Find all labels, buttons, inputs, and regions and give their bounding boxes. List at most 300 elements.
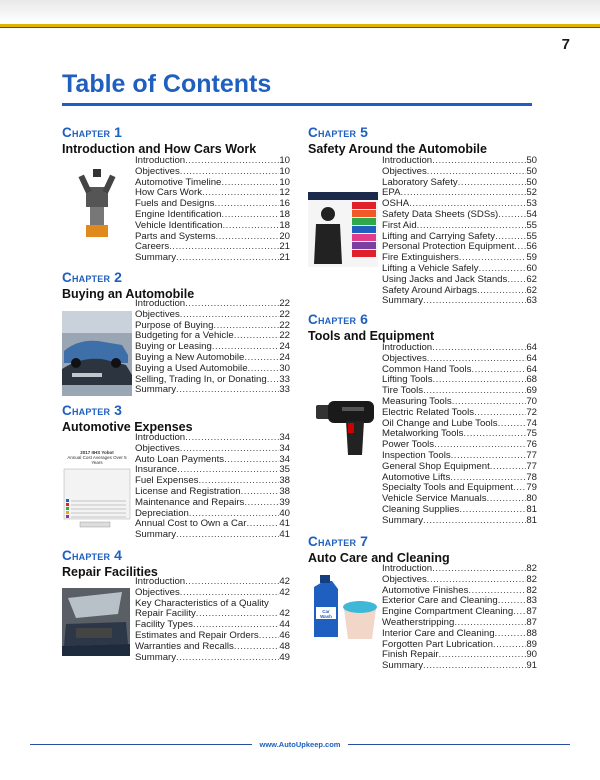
toc-leader-dots (423, 661, 526, 672)
toc-entry-title: Automotive Lifts (382, 471, 451, 483)
intake (93, 169, 101, 177)
toc-entry-page: 82 (526, 584, 537, 596)
toc-entry-title: Fire Extinguishers (382, 252, 459, 264)
wheel (111, 358, 121, 368)
toc-entry-title: Introduction (135, 576, 186, 587)
toc-entry-page: 22 (279, 298, 290, 309)
cost-table-rows (62, 465, 132, 533)
toc-entry-title: Summary (135, 651, 177, 663)
toc-leader-dots (176, 530, 279, 541)
toc-entry[interactable] (135, 385, 290, 396)
toc-entry-title: Maintenance and Repairs (135, 496, 245, 508)
wrench-trigger (348, 423, 354, 433)
toc-entry[interactable] (382, 354, 537, 365)
toc-leader-dots (180, 444, 280, 455)
chapter-label (308, 125, 487, 140)
toc-entry-title: Facility Types (135, 619, 193, 631)
chapter-title: Automotive Expenses (62, 420, 193, 434)
row-swatch (66, 507, 69, 510)
chapter-2-heading (62, 270, 194, 301)
chapter-word: Chapter (308, 125, 357, 140)
toc-entry-title: Exterior Care and Cleaning (382, 595, 498, 607)
toc-entry-page: 81 (526, 514, 537, 526)
toc-entry-page: 55 (526, 219, 537, 231)
toc-entry-page: 30 (279, 362, 290, 374)
toc-entry-page: 80 (526, 493, 537, 505)
toc-leader-dots (432, 343, 526, 354)
toc-entry-page: 54 (526, 208, 537, 220)
toc-entry-title: Automotive Timeline (135, 176, 222, 188)
toc-entry-title: Fuel Expenses (135, 475, 199, 487)
toc-entry[interactable] (135, 530, 290, 541)
toc-entry-page: 79 (526, 482, 537, 494)
toc-entry-page: 64 (526, 342, 537, 353)
chapter-title: Buying an Automobile (62, 287, 195, 301)
toc-entry-page: 82 (526, 573, 537, 585)
toc-leader-dots (248, 364, 280, 375)
toc-entry-title: Parts and Systems (135, 230, 216, 242)
toc-leader-dots (180, 588, 280, 599)
toc-entry-title: Objectives (135, 308, 180, 320)
toc-entry-page: 68 (526, 374, 537, 386)
toc-leader-dots (514, 242, 526, 253)
chapter-title: Repair Facilities (62, 565, 158, 579)
toc-entry-title: Lifting a Vehicle Safely (382, 262, 479, 274)
toc-entry[interactable] (135, 588, 290, 599)
chapter-number: 1 (114, 124, 123, 140)
toc-entry-title: General Shop Equipment (382, 460, 490, 472)
poster-band-green (352, 218, 376, 225)
bottle-cap (320, 575, 330, 583)
chapter-3-entries (135, 433, 290, 541)
toc-entry-title: Summary (135, 384, 177, 396)
toc-leader-dots (267, 375, 280, 386)
toc-entry-page: 91 (526, 660, 537, 672)
toc-entry-title: First Aid (382, 219, 417, 231)
header-blue-rule (0, 27, 600, 28)
toc-leader-dots (487, 494, 527, 505)
chapter-word: Chapter (62, 270, 111, 285)
chapter-1-heading (62, 125, 256, 156)
toc-leader-dots (400, 188, 526, 199)
figure-body (314, 224, 342, 264)
title-underline (62, 103, 532, 106)
toc-entry[interactable] (382, 296, 537, 307)
toc-entry-title: Introduction (382, 155, 433, 166)
toc-entry-title: Laboratory Safety (382, 176, 458, 188)
chapter-label (62, 403, 193, 418)
toc-entry-title: Budgeting for a Vehicle (135, 330, 234, 342)
toc-entry-page: 64 (526, 363, 537, 375)
toc-entry-page: 77 (526, 460, 537, 472)
toc-entry-title: Objectives (382, 352, 427, 364)
chapter-label (62, 125, 256, 140)
toc-entry[interactable] (135, 364, 290, 375)
toc-leader-dots (214, 199, 279, 210)
toc-entry-title: Introduction (135, 155, 186, 166)
toc-entry-title: Annual Cost to Own a Car (135, 518, 247, 530)
chapter-label (308, 534, 450, 549)
toc-entry-page: 34 (279, 432, 290, 443)
toc-entry[interactable] (135, 653, 290, 664)
toc-entry-page: 10 (279, 155, 290, 166)
toc-leader-dots (477, 286, 526, 297)
wash-mitt (343, 601, 377, 613)
toc-entry-title: Repair Facility (135, 608, 196, 620)
toc-entry-page: 72 (526, 406, 537, 418)
toc-entry-page: 21 (279, 241, 290, 253)
toc-entry-page: 53 (526, 198, 537, 210)
toc-entry-page: 16 (279, 198, 290, 210)
toc-entry-title: Key Characteristics of a Quality (135, 597, 269, 609)
toc-entry-title: Forgotten Part Lubrication (382, 638, 493, 650)
header-band (0, 0, 600, 22)
chapter-6-entries (382, 343, 537, 527)
chapter-5-entries (382, 156, 537, 307)
toc-leader-dots (180, 167, 280, 178)
poster-band-pink (352, 234, 376, 241)
toc-leader-dots (490, 462, 527, 473)
toc-leader-dots (222, 221, 279, 232)
toc-entry-title: Power Tools (382, 439, 435, 451)
chapter-3-heading (62, 403, 193, 434)
chapter-title: Introduction and How Cars Work (62, 142, 257, 156)
toc-leader-dots (234, 331, 280, 342)
toc-entry-page: 64 (526, 352, 537, 364)
toc-entry-title: Estimates and Repair Orders (135, 629, 259, 641)
toc-entry-page: 42 (279, 608, 290, 620)
toc-entry-page: 78 (526, 471, 537, 483)
toc-entry[interactable] (382, 221, 537, 232)
chapter-5-heading (308, 125, 487, 156)
sky (62, 311, 132, 333)
toc-entry-title: Engine Identification (135, 208, 222, 220)
wheel (71, 358, 81, 368)
toc-entry[interactable] (382, 516, 537, 527)
toc-entry-title: Buying a Used Automobile (135, 362, 248, 374)
chapter-word: Chapter (62, 125, 111, 140)
toc-entry[interactable] (382, 275, 537, 286)
oil-pan (86, 225, 108, 237)
toc-entry-page: 33 (279, 373, 290, 385)
toc-leader-dots (417, 221, 527, 232)
toc-entry-title: Buying a New Automobile (135, 351, 245, 363)
toc-entry-title: Introduction (135, 298, 186, 309)
chapter-1-entries (135, 156, 290, 264)
toc-entry-page: 10 (279, 165, 290, 177)
bumper (62, 644, 130, 656)
toc-entry[interactable] (382, 462, 537, 473)
chapter-label (62, 270, 194, 285)
toc-entry-title: Depreciation (135, 507, 189, 519)
chapter-title: Safety Around the Automobile (308, 142, 487, 156)
toc-entry-title: Lifting Tools (382, 374, 433, 386)
toc-entry-page: 42 (279, 586, 290, 598)
toc-entry-page: 44 (279, 619, 290, 631)
toc-entry-title: Safety Data Sheets (SDSs) (382, 208, 499, 220)
toc-entry-page: 18 (279, 208, 290, 220)
toc-leader-dots (427, 575, 527, 586)
row-swatch (66, 499, 69, 502)
toc-entry-title: Summary (382, 660, 424, 672)
poster-band-red (352, 202, 376, 209)
row-swatch (66, 503, 69, 506)
toc-entry-title: EPA (382, 187, 401, 199)
toc-entry-page: 38 (279, 475, 290, 487)
toc-leader-dots (458, 178, 527, 189)
toc-entry-page: 83 (526, 595, 537, 607)
toc-entry-page: 33 (279, 384, 290, 396)
toc-entry-title: Inspection Tools (382, 449, 451, 461)
toc-entry-page: 35 (279, 464, 290, 476)
grille (72, 373, 102, 377)
toc-leader-dots (471, 365, 526, 376)
toc-entry-page: 38 (279, 485, 290, 497)
toc-entry-title: Purpose of Buying (135, 319, 214, 331)
toc-entry-title: Auto Loan Payments (135, 453, 225, 465)
toc-entry-title: Oil Change and Lube Tools (382, 417, 498, 429)
engine-left-bank (78, 175, 91, 194)
toc-entry-title: Summary (382, 295, 424, 307)
wrench-body (328, 401, 374, 423)
figure-head (321, 207, 335, 221)
toc-entry-title: Summary (382, 514, 424, 526)
chapter-title: Tools and Equipment (308, 329, 435, 343)
toc-leader-dots (176, 653, 279, 664)
toc-entry-page: 76 (526, 439, 537, 451)
toc-entry[interactable] (382, 167, 537, 178)
poster-header (308, 192, 378, 200)
toc-leader-dots (513, 483, 526, 494)
toc-leader-dots (493, 640, 526, 651)
engine-right-bank (102, 175, 115, 194)
toc-leader-dots (234, 642, 280, 653)
toc-entry[interactable] (135, 253, 290, 264)
toc-leader-dots (185, 433, 279, 444)
toc-entry-page: 24 (279, 341, 290, 353)
toc-entry[interactable] (135, 167, 290, 178)
bottle-label-text: Car Wash (320, 609, 332, 619)
wash-bucket (344, 609, 376, 639)
toc-leader-dots (241, 487, 280, 498)
toc-leader-dots (423, 296, 526, 307)
toc-leader-dots (216, 232, 280, 243)
toc-entry-page: 81 (526, 503, 537, 515)
toc-entry-page: 62 (526, 284, 537, 296)
toc-entry-page: 10 (279, 176, 290, 188)
row-swatch (66, 515, 69, 518)
toc-leader-dots (463, 429, 526, 440)
hood-open-photo (62, 588, 130, 656)
toc-leader-dots (176, 385, 279, 396)
toc-entry-title: Objectives (382, 165, 427, 177)
chapter-2-entries (135, 299, 290, 396)
chapter-7-entries (382, 564, 537, 672)
toc-entry-page: 21 (279, 252, 290, 264)
toc-leader-dots (507, 275, 526, 286)
toc-leader-dots (498, 210, 526, 221)
toc-entry-page: 56 (526, 241, 537, 253)
toc-entry-title: Engine Compartment Cleaning (382, 606, 514, 618)
footer-url[interactable]: www.AutoUpkeep.com (259, 740, 341, 749)
toc-entry-page: 82 (526, 563, 537, 574)
poster-band-purple (352, 242, 376, 249)
chapter-label (62, 548, 158, 563)
page-title: Table of Contents (62, 70, 272, 98)
chapter-title: Auto Care and Cleaning (308, 551, 450, 565)
toc-entry-title: Summary (135, 252, 177, 264)
poster-band-red-2 (352, 250, 376, 257)
toc-entry-title: License and Registration (135, 485, 241, 497)
car-wash-supplies (310, 573, 380, 643)
toc-entry-page: 34 (279, 442, 290, 454)
toc-entry-page: 41 (279, 529, 290, 541)
toc-entry-title: Careers (135, 241, 170, 253)
toc-entry[interactable] (382, 408, 537, 419)
toc-entry-title: OSHA (382, 198, 410, 210)
toc-entry-title: Tire Tools (382, 385, 424, 397)
chapter-word: Chapter (62, 403, 111, 418)
poster-band-orange (352, 210, 376, 217)
toc-entry-page: 18 (279, 219, 290, 231)
toc-entry-page: 55 (526, 230, 537, 242)
toc-entry-page: 75 (526, 428, 537, 440)
toc-entry-page: 50 (526, 176, 537, 188)
toc-entry-title: Automotive Finishes (382, 584, 469, 596)
poster-band-blue (352, 226, 376, 233)
table-frame (64, 469, 130, 519)
toc-leader-dots (432, 156, 526, 167)
toc-entry-title: Weatherstripping (382, 616, 455, 628)
toc-entry[interactable] (382, 178, 537, 189)
toc-entry-page: 59 (526, 252, 537, 264)
toc-entry-title: Fuels and Designs (135, 198, 215, 210)
chapter-4-heading (62, 548, 158, 579)
chapter-number: 5 (360, 124, 369, 140)
toc-entry-page: 12 (279, 187, 290, 199)
toc-entry-page: 60 (526, 262, 537, 274)
toc-entry-title: Introduction (135, 432, 186, 443)
chapter-number: 6 (360, 311, 369, 327)
toc-entry-page: 24 (279, 351, 290, 363)
toc-leader-dots (221, 178, 279, 189)
toc-entry[interactable] (135, 444, 290, 455)
chapter-6-heading (308, 312, 434, 343)
toc-entry-title: Vehicle Service Manuals (382, 493, 487, 505)
toc-leader-dots (495, 629, 527, 640)
toc-leader-dots (427, 167, 527, 178)
toc-entry[interactable] (135, 498, 290, 509)
toc-leader-dots (180, 310, 280, 321)
ppe-poster (308, 192, 378, 267)
toc-entry[interactable] (135, 310, 290, 321)
toc-leader-dots (244, 498, 279, 509)
toc-entry-page: 40 (279, 507, 290, 519)
toc-entry-page: 52 (526, 187, 537, 199)
toc-leader-dots (427, 354, 527, 365)
figure-heading: 2017 IIHS Yobot (80, 450, 114, 455)
toc-entry-title: Summary (135, 529, 177, 541)
toc-entry-title: Metalworking Tools (382, 428, 464, 440)
toc-entry-title: Introduction (382, 342, 433, 353)
toc-leader-dots (196, 609, 280, 620)
toc-entry-page: 20 (279, 230, 290, 242)
toc-entry[interactable] (382, 629, 537, 640)
toc-entry-page: 87 (526, 606, 537, 618)
toc-entry-page: 34 (279, 453, 290, 465)
toc-leader-dots (224, 455, 279, 466)
toc-leader-dots (259, 631, 280, 642)
toc-entry-title: Measuring Tools (382, 395, 452, 407)
toc-leader-dots (433, 375, 527, 386)
chapter-number: 7 (360, 533, 369, 549)
chapter-4-entries (135, 577, 290, 663)
toc-entry-title: Finish Repair (382, 649, 439, 661)
chapter-number: 4 (114, 547, 123, 563)
toc-entry-page: 41 (279, 518, 290, 530)
toc-entry-title: Buying or Leasing (135, 341, 212, 353)
toc-entry-title: Objectives (135, 165, 180, 177)
toc-entry-title: Interior Care and Cleaning (382, 627, 495, 639)
toc-entry-title: Personal Protection Equipment (382, 241, 515, 253)
toc-leader-dots (459, 505, 526, 516)
toc-entry-title: Warranties and Recalls (135, 640, 234, 652)
toc-entry-title: Selling, Trading In, or Donating (135, 373, 267, 385)
cost-table-figure (62, 450, 132, 530)
car-wash-shapes (310, 573, 380, 643)
toc-entry-page: 42 (279, 576, 290, 587)
toc-entry-page: 90 (526, 649, 537, 661)
toc-entry-title: Objectives (382, 573, 427, 585)
toc-entry-page: 89 (526, 638, 537, 650)
toc-entry[interactable] (135, 221, 290, 232)
toc-entry-page: 88 (526, 627, 537, 639)
toc-entry-title: Insurance (135, 464, 178, 476)
toc-entry-title: How Cars Work (135, 187, 202, 199)
toc-entry-page: 62 (526, 273, 537, 285)
engine (76, 628, 112, 638)
toc-entry-title: Electric Related Tools (382, 406, 475, 418)
toc-entry-page: 63 (526, 295, 537, 307)
toc-entry-page: 69 (526, 385, 537, 397)
toc-leader-dots (169, 242, 279, 253)
chapter-label (308, 312, 434, 327)
toc-leader-dots (185, 156, 279, 167)
cars-photo (62, 311, 132, 396)
toc-entry-page: 50 (526, 155, 537, 166)
toc-entry[interactable] (382, 661, 537, 672)
toc-entry-title: Vehicle Identification (135, 219, 223, 231)
toc-leader-dots (244, 353, 279, 364)
toc-entry-title: Introduction (382, 563, 433, 574)
toc-entry-page: 50 (526, 165, 537, 177)
toc-leader-dots (432, 564, 526, 575)
toc-entry-title: Using Jacks and Jack Stands (382, 273, 508, 285)
row-swatch (66, 511, 69, 514)
chapter-word: Chapter (308, 534, 357, 549)
toc-leader-dots (439, 650, 527, 661)
toc-entry-page: 87 (526, 616, 537, 628)
toc-entry[interactable] (382, 575, 537, 586)
toc-entry[interactable] (135, 642, 290, 653)
figure-subheading: Annual Cost Averages Over 5 Years (67, 455, 127, 465)
wrench-anvil (316, 405, 330, 419)
toc-entry-page: 77 (526, 449, 537, 461)
toc-leader-dots (498, 419, 527, 430)
toc-entry-page: 49 (279, 651, 290, 663)
toc-entry-title: Objectives (135, 586, 180, 598)
chapter-number: 2 (114, 269, 123, 285)
